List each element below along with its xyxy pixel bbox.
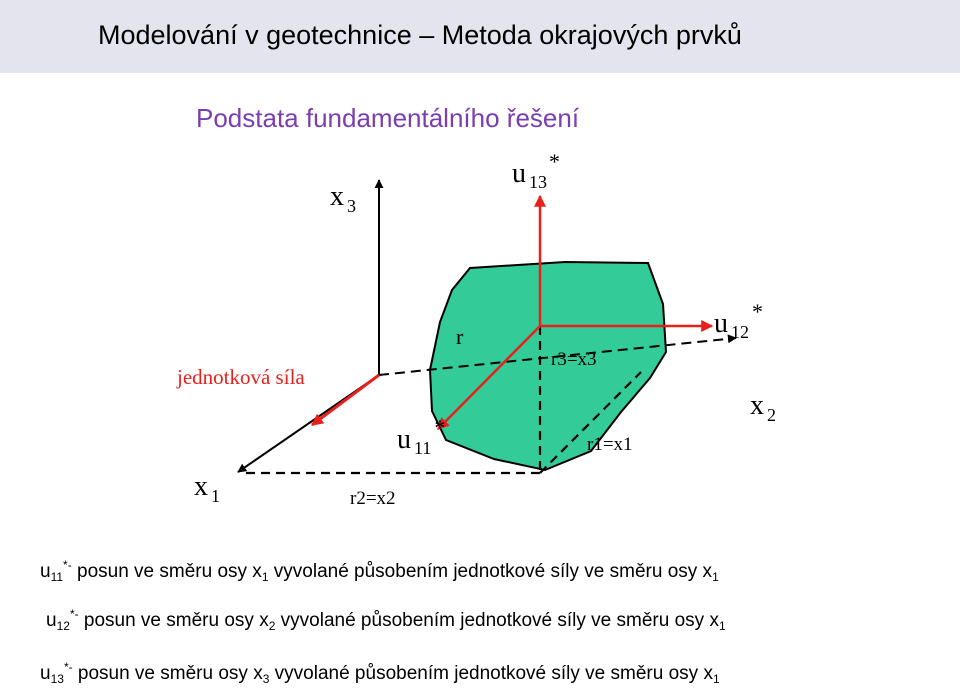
legend-line-u11: $u_{11}^{*-}$ posun ve směru osy $x_1$ vyvolané působením jednotkové síly ve směru osy $x_1$ — [40, 558, 719, 584]
label-r1: r1=x1 — [587, 434, 633, 455]
label-u12: u $_{12}$* — [714, 299, 763, 342]
label-u11: u $_{11}$* — [397, 415, 446, 458]
slide-subtitle: Podstata fundamentálního řešení — [196, 103, 580, 133]
arrow-unit-force — [312, 375, 379, 425]
label-r2: r2=x2 — [350, 488, 396, 509]
legend-line-u12: $u_{12}^{*-}$ posun ve směru osy $x_2$ vyvolané působením jednotkové síly ve směru osy $x_1$ — [46, 607, 726, 633]
label-r3: r3=x3 — [551, 349, 597, 370]
label-x2: x $_2$ — [750, 390, 776, 425]
label-x3: x $_3$ — [330, 181, 356, 216]
page-title: Modelování v geotechnice – Metoda okrajových prvků — [98, 20, 742, 50]
label-u13: u $_{13}$* — [512, 149, 560, 192]
legend-line-u13: $u_{13}^{*-}$ posun ve směru osy $x_3$ vyvolané působením jednotkové síly ve směru osy $x_1$ — [40, 660, 720, 686]
label-unit-force: jednotková síla — [177, 365, 305, 389]
label-x1: x $_1$ — [194, 471, 220, 506]
label-r: r — [456, 324, 464, 349]
